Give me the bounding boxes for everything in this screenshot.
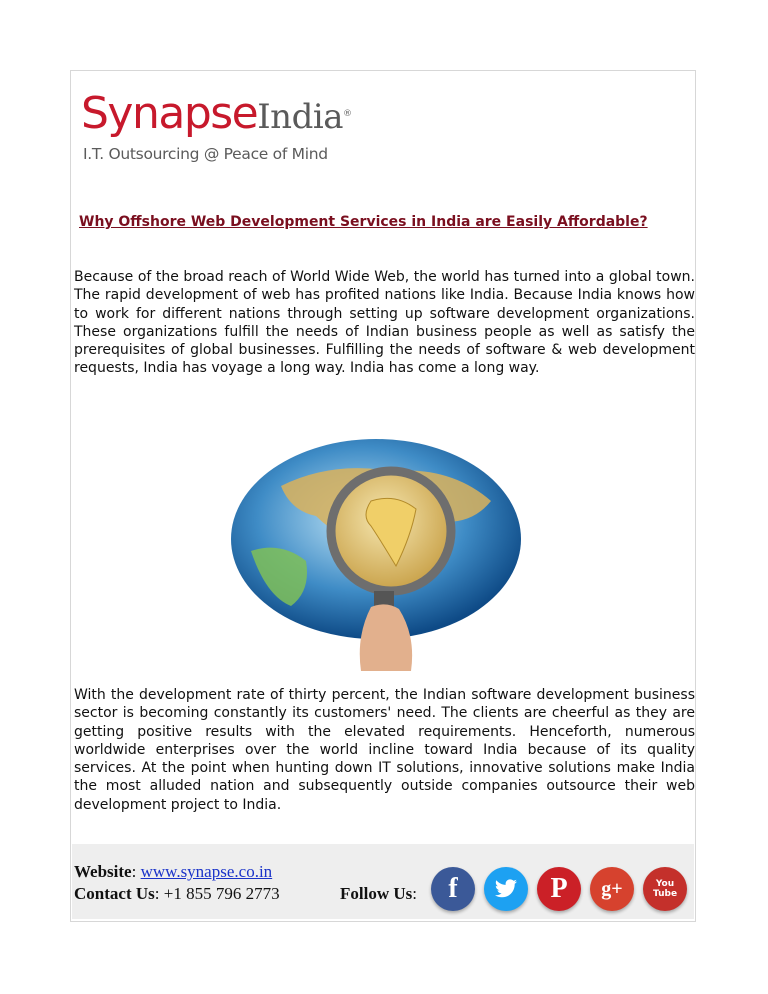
googleplus-icon[interactable]: g+ — [590, 867, 634, 911]
youtube-icon[interactable]: You Tube — [643, 867, 687, 911]
contact-phone: +1 855 796 2773 — [163, 884, 280, 903]
article-title[interactable]: Why Offshore Web Development Services in India are Easily Affordable? — [79, 214, 648, 230]
document-page — [70, 70, 696, 922]
pinterest-icon[interactable]: P — [537, 867, 581, 911]
globe-magnifier-image — [221, 431, 521, 671]
contact-label: Contact Us — [74, 884, 155, 903]
website-label: Website — [74, 862, 132, 881]
paragraph-2: With the development rate of thirty percent, the Indian software development business sector is becoming constantly its customers' need. The clients are cheerful as they are getting positive results with the elevated requirements. Henceforth, numerous worldwide enterprises over the world incline toward India because of its quality services. At the point when hunting down IT solutions, innovative solutions make India the most alluded nation and subsequently outside companies outsource their web development project to India. — [74, 687, 695, 813]
registered-mark: ® — [343, 109, 351, 119]
logo-brand-part1: Synapse — [81, 88, 258, 139]
synapseindia-logo — [81, 88, 351, 189]
contact-line: Contact Us: +1 855 796 2773 — [74, 884, 280, 903]
follow-label: Follow Us — [340, 884, 413, 903]
paragraph-1: Because of the broad reach of World Wide Web, the world has turned into a global town. The rapid development of web has profited nations like India. Because India knows how to work for different nations through setting up software development organizations. These organizations fulfill the needs of Indian business people as well as satisfy the prerequisites of global businesses. Fulfilling the needs of software & web development requests, India has voyage a long way. India has come a long way. — [74, 269, 695, 377]
contact-footer — [72, 844, 694, 919]
logo-tagline: I.T. Outsourcing @ Peace of Mind — [83, 145, 328, 163]
logo-brand-part2: India — [257, 97, 343, 137]
facebook-icon[interactable]: f — [431, 867, 475, 911]
website-link[interactable]: www.synapse.co.in — [140, 862, 273, 881]
twitter-icon[interactable] — [484, 867, 528, 911]
website-line: Website: www.synapse.co.in — [74, 862, 273, 881]
logo-wordmark — [81, 89, 351, 142]
follow-us: Follow Us: — [340, 884, 417, 903]
